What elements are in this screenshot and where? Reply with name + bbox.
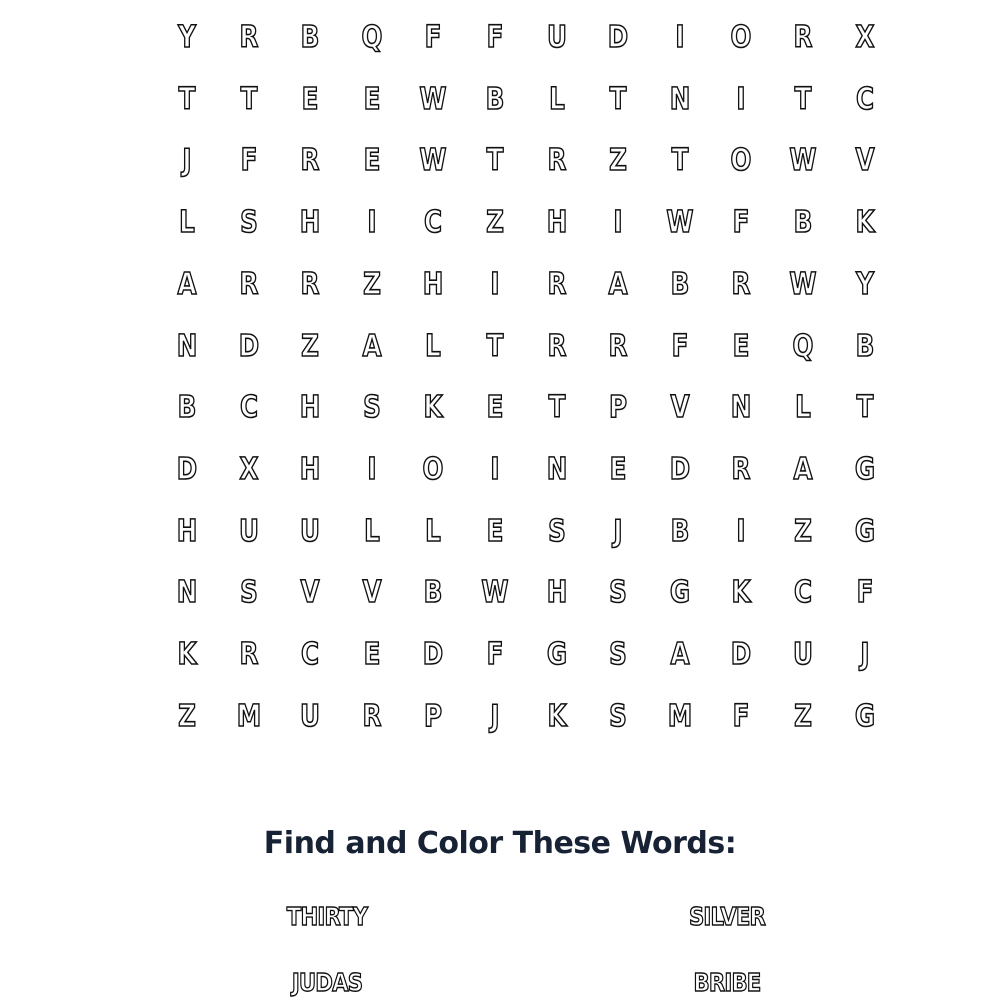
grid-letter[interactable]: L <box>425 513 442 549</box>
grid-letter[interactable]: Q <box>792 328 814 364</box>
grid-letter[interactable]: B <box>485 81 505 117</box>
word-list-heading: Find and Color These Words: <box>263 826 737 861</box>
grid-letter[interactable]: I <box>367 205 377 241</box>
grid-letter[interactable]: H <box>546 575 567 611</box>
grid-letter[interactable]: G <box>669 575 690 611</box>
grid-letter[interactable]: E <box>363 637 381 672</box>
grid-letter[interactable]: U <box>793 637 813 672</box>
grid-letter[interactable]: N <box>176 328 198 364</box>
grid-letter[interactable]: S <box>239 575 258 611</box>
grid-letter[interactable]: J <box>182 143 192 179</box>
grid-letter[interactable]: A <box>177 266 197 302</box>
grid-letter[interactable]: N <box>546 451 567 487</box>
grid-letter[interactable]: B <box>855 328 874 364</box>
grid-letter[interactable]: H <box>299 205 321 241</box>
grid-letter[interactable]: T <box>486 143 504 179</box>
grid-letter[interactable]: R <box>300 143 320 179</box>
grid-letter[interactable]: K <box>177 637 197 672</box>
grid-letter[interactable]: O <box>422 451 444 487</box>
grid-letter[interactable]: U <box>300 513 321 549</box>
grid-letter[interactable]: J <box>613 513 623 549</box>
grid-letter[interactable]: Z <box>794 513 812 549</box>
grid-letter[interactable]: G <box>854 513 875 549</box>
grid-letter[interactable]: K <box>423 390 443 426</box>
grid-letter[interactable]: L <box>795 390 811 426</box>
grid-letter[interactable]: E <box>486 513 504 549</box>
grid-letter[interactable]: W <box>481 575 509 611</box>
grid-letter[interactable]: E <box>732 328 750 364</box>
grid-letter[interactable]: R <box>608 328 628 364</box>
grid-letter[interactable]: H <box>176 513 198 549</box>
grid-letter[interactable]: G <box>854 698 875 734</box>
grid-letter[interactable]: G <box>854 451 875 487</box>
grid-letter[interactable]: E <box>609 451 627 487</box>
grid-letter[interactable]: I <box>613 205 623 241</box>
grid-letter[interactable]: X <box>855 20 875 55</box>
grid-letter[interactable]: I <box>490 266 500 302</box>
grid-letter[interactable]: P <box>609 390 628 426</box>
grid-letter[interactable]: T <box>609 81 627 117</box>
grid-letter[interactable]: P <box>424 698 443 734</box>
grid-letter[interactable]: M <box>667 698 693 734</box>
grid-letter[interactable]: V <box>300 575 320 611</box>
grid-letter[interactable]: R <box>300 266 320 302</box>
grid-letter[interactable]: U <box>238 513 259 549</box>
grid-letter[interactable]: H <box>546 205 567 241</box>
grid-letter[interactable]: B <box>177 390 197 426</box>
grid-letter[interactable]: F <box>732 698 750 734</box>
grid-letter[interactable]: T <box>671 143 689 179</box>
grid-letter[interactable]: N <box>669 81 691 117</box>
grid-letter[interactable]: R <box>793 20 813 55</box>
grid-letter[interactable]: Z <box>486 205 504 241</box>
word-list-item: THIRTY <box>286 902 368 931</box>
grid-letter[interactable]: N <box>731 390 752 426</box>
grid-letter[interactable]: B <box>300 20 320 55</box>
grid-letter[interactable]: D <box>669 451 691 487</box>
grid-letter[interactable]: Q <box>361 20 383 55</box>
grid-letter[interactable]: H <box>299 390 321 426</box>
grid-letter[interactable]: D <box>238 328 259 364</box>
grid-letter[interactable]: I <box>367 451 377 487</box>
grid-letter[interactable]: R <box>239 266 259 302</box>
grid-letter[interactable]: D <box>423 637 444 672</box>
grid-letter[interactable]: A <box>362 328 382 364</box>
grid-letter[interactable]: F <box>732 205 750 241</box>
grid-letter[interactable]: F <box>856 575 873 611</box>
grid-letter[interactable]: R <box>547 266 567 302</box>
grid-letter[interactable]: K <box>547 698 567 734</box>
grid-letter[interactable]: S <box>239 205 258 241</box>
grid-letter[interactable]: S <box>609 575 628 611</box>
grid-letter[interactable]: L <box>548 81 565 117</box>
grid-letter[interactable]: H <box>423 266 444 302</box>
grid-letter[interactable]: K <box>855 205 875 241</box>
grid-letter[interactable]: S <box>362 390 381 426</box>
grid-letter[interactable]: F <box>671 328 689 364</box>
grid-letter[interactable]: R <box>731 266 751 302</box>
grid-letter[interactable]: T <box>856 390 873 426</box>
grid-letter[interactable]: U <box>300 698 321 734</box>
grid-letter[interactable]: R <box>547 328 567 364</box>
grid-letter[interactable]: E <box>363 143 381 179</box>
grid-letter[interactable]: Y <box>855 266 874 302</box>
grid-letter[interactable]: L <box>179 205 195 241</box>
grid-letter[interactable]: H <box>299 451 321 487</box>
grid-letter[interactable]: T <box>794 81 812 117</box>
grid-letter[interactable]: T <box>548 390 565 426</box>
grid-letter[interactable]: N <box>176 575 198 611</box>
grid-letter[interactable]: W <box>419 81 447 117</box>
grid-letter[interactable]: U <box>546 20 567 55</box>
grid-letter[interactable]: R <box>239 20 259 55</box>
grid-letter[interactable]: D <box>731 637 752 672</box>
grid-letter[interactable]: E <box>301 81 319 117</box>
grid-letter[interactable]: B <box>670 266 690 302</box>
grid-letter[interactable]: E <box>486 390 504 426</box>
grid-letter[interactable]: L <box>425 328 442 364</box>
grid-letter[interactable]: T <box>178 81 196 117</box>
grid-letter[interactable]: F <box>486 637 504 672</box>
grid-letter[interactable]: Z <box>178 698 196 734</box>
grid-letter[interactable]: Y <box>178 20 196 55</box>
grid-letter[interactable]: R <box>547 143 567 179</box>
grid-letter[interactable]: D <box>607 20 629 55</box>
grid-letter[interactable]: T <box>240 81 257 117</box>
grid-letter[interactable]: A <box>608 266 628 302</box>
grid-letter[interactable]: V <box>855 143 875 179</box>
grid-letter[interactable]: S <box>609 637 628 672</box>
grid-letter[interactable]: J <box>490 698 500 734</box>
grid-letter[interactable]: R <box>239 637 259 672</box>
grid-letter[interactable]: F <box>240 143 257 179</box>
grid-letter[interactable]: Z <box>301 328 320 364</box>
grid-letter[interactable]: O <box>730 20 752 55</box>
grid-letter[interactable]: C <box>793 575 813 611</box>
grid-letter[interactable]: C <box>301 637 320 672</box>
grid-letter[interactable]: W <box>789 143 817 179</box>
grid-letter[interactable]: O <box>730 143 752 179</box>
grid-letter[interactable]: I <box>675 20 685 55</box>
grid-letter[interactable]: R <box>362 698 382 734</box>
grid-letter[interactable]: F <box>424 20 442 55</box>
grid-letter[interactable]: Z <box>609 143 628 179</box>
grid-letter[interactable]: M <box>236 698 261 734</box>
grid-letter[interactable]: B <box>793 205 813 241</box>
grid-letter[interactable]: A <box>793 451 813 487</box>
grid-letter[interactable]: W <box>789 266 817 302</box>
grid-letter[interactable]: K <box>731 575 751 611</box>
word-list-item: SILVER <box>688 902 766 931</box>
grid-letter[interactable]: Z <box>794 698 812 734</box>
word-list-item: JUDAS <box>291 968 363 997</box>
grid-letter[interactable]: X <box>239 451 259 487</box>
grid-letter[interactable]: S <box>609 698 628 734</box>
grid-letter[interactable]: J <box>860 637 870 672</box>
grid-letter[interactable]: C <box>239 390 258 426</box>
grid-letter[interactable]: G <box>546 637 567 672</box>
grid-letter[interactable]: B <box>424 575 443 611</box>
grid-letter[interactable]: L <box>363 513 380 549</box>
grid-letter[interactable]: I <box>490 451 500 487</box>
grid-letter[interactable]: R <box>731 451 751 487</box>
grid-letter[interactable]: W <box>419 143 447 179</box>
word-list-item: BRIBE <box>693 968 761 997</box>
grid-letter[interactable]: E <box>363 81 381 117</box>
grid-letter[interactable]: C <box>424 205 443 241</box>
grid-letter[interactable]: C <box>855 81 874 117</box>
grid-letter[interactable]: W <box>666 205 694 241</box>
grid-letter[interactable]: A <box>670 637 690 672</box>
grid-letter[interactable]: I <box>736 81 746 117</box>
grid-letter[interactable]: B <box>670 513 690 549</box>
grid-letter[interactable]: T <box>486 328 504 364</box>
grid-letter[interactable]: I <box>736 513 746 549</box>
grid-letter[interactable]: D <box>176 451 198 487</box>
grid-letter[interactable]: V <box>670 390 690 426</box>
grid-letter[interactable]: V <box>362 575 382 611</box>
grid-letter[interactable]: S <box>547 513 566 549</box>
grid-letter[interactable]: F <box>486 20 504 55</box>
grid-letter[interactable]: Z <box>362 266 381 302</box>
